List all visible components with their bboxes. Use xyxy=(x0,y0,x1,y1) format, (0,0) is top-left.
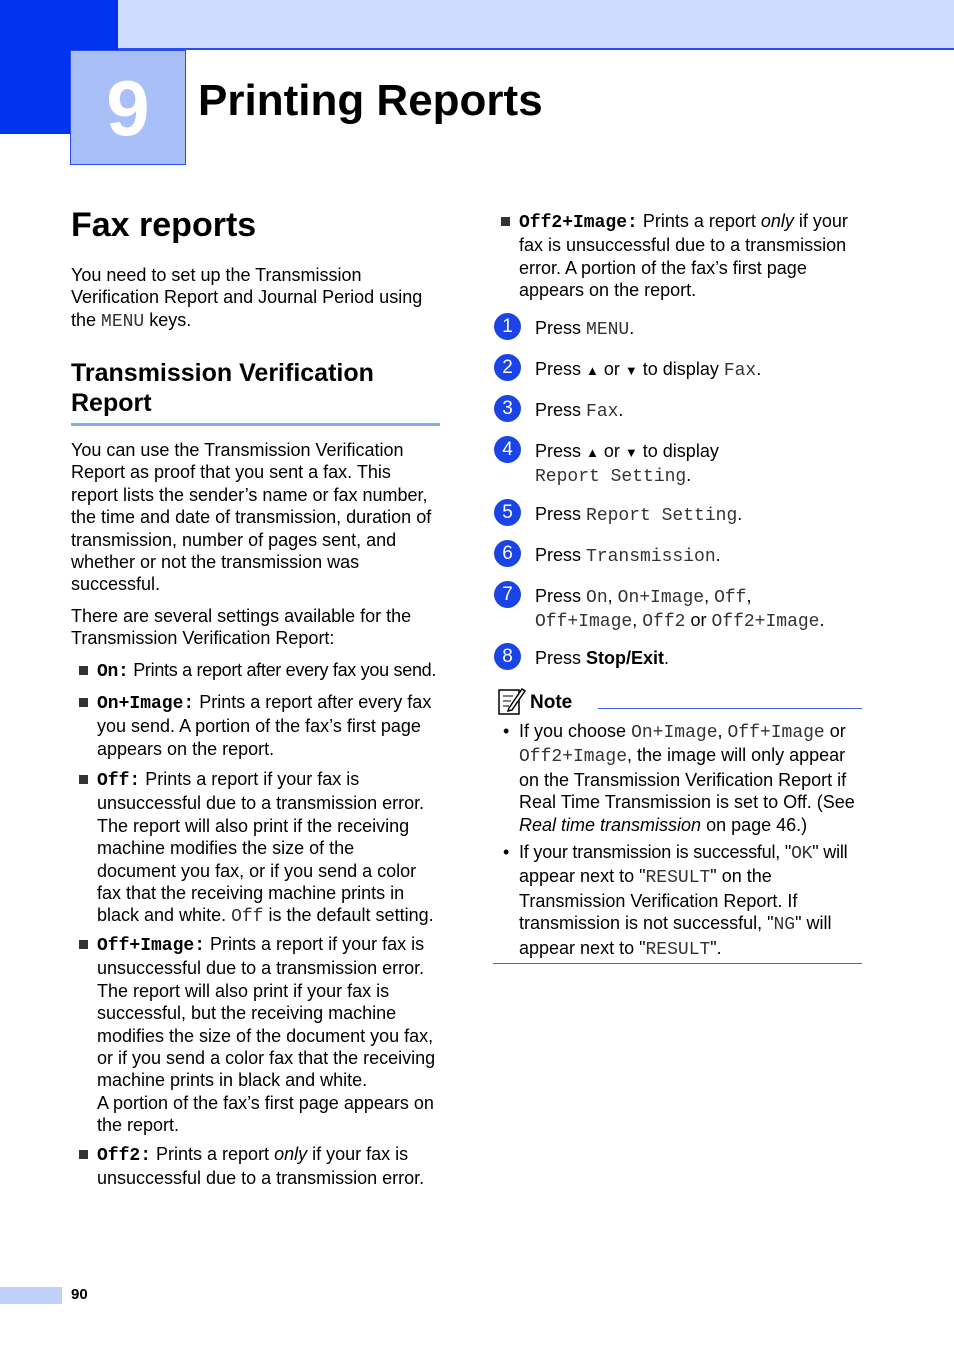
step-number-icon: 6 xyxy=(494,540,521,567)
bullet-square-icon xyxy=(501,217,510,226)
option-off2: Off2: Prints a report only if your fax is unsuccessful due to a transmission error. xyxy=(97,1143,442,1190)
header-band xyxy=(118,0,954,50)
bullet-square-icon xyxy=(79,698,88,707)
bullet-square-icon xyxy=(79,666,88,675)
note-item-1: • If you choose On+Image, Off+Image or Off2+Image, the image will only appear on the Transmission Verification Report if Real Time Transmission is set to Off. (See Real time transmission on page 46.) xyxy=(503,721,855,835)
note-label: Note xyxy=(530,692,573,713)
option-on-image: On+Image: Prints a report after every fax you send. A portion of the fax’s first page appears on the report. xyxy=(97,691,442,760)
description-paragraph: You can use the Transmission Verification Report as proof that you sent a fax. This report lists the sender’s name or fax number, the time and date of transmission, duration of transmission, number of pages sent, and whether or not the transmission was successful. xyxy=(71,440,432,595)
up-arrow-icon: ▲ xyxy=(586,363,599,378)
bullet-dot-icon: • xyxy=(503,842,510,862)
step-number-icon: 4 xyxy=(494,436,521,463)
intro-line: the MENU keys. xyxy=(71,309,192,332)
chapter-number: 9 xyxy=(106,64,150,152)
chapter-title: Printing Reports xyxy=(198,76,543,125)
option-on: On: Prints a report after every fax you send. xyxy=(97,659,447,683)
note-item-2: • If your transmission is successful, "OK" will appear next to "RESULT" on the Transmission Verification Report. If transmission is not successful, "NG" will appear next to "RESULT". xyxy=(503,842,848,960)
bullet-dot-icon: • xyxy=(503,721,510,741)
subsection-heading: Transmission Verification Report xyxy=(71,359,374,417)
note-rule-bottom xyxy=(493,963,862,964)
note-pencil-icon xyxy=(497,686,527,716)
intro-line: You need to set up the Transmission xyxy=(71,265,362,285)
step-number-icon: 3 xyxy=(494,395,521,422)
settings-intro: There are several settings available for the Transmission Verification Report: xyxy=(71,606,412,649)
page-number: 90 xyxy=(71,1286,88,1303)
step-number-icon: 7 xyxy=(494,581,521,608)
intro-paragraph xyxy=(71,264,441,333)
step-number-icon: 8 xyxy=(494,643,521,670)
bullet-square-icon xyxy=(79,940,88,949)
note-rule-top xyxy=(598,708,862,709)
step-number-icon: 1 xyxy=(494,313,521,340)
bullet-square-icon xyxy=(79,1150,88,1159)
option-off-image: Off+Image: Prints a report if your fax is unsuccessful due to a transmission error. The report will also print if your fax is successful, but the receiving machine modifies the size of the document you fax, or if you send a color fax that the receiving machine prints in black and white. A portion of the fax’s first page appears on the report. xyxy=(97,933,442,1137)
heading-rule xyxy=(71,423,440,426)
down-arrow-icon: ▼ xyxy=(624,363,638,378)
up-arrow-icon: ▲ xyxy=(586,445,599,460)
down-arrow-icon: ▼ xyxy=(624,445,638,460)
section-heading: Fax reports xyxy=(71,206,257,244)
step-number-icon: 5 xyxy=(494,499,521,526)
intro-line: Verification Report and Journal Period using xyxy=(71,287,423,308)
bullet-square-icon xyxy=(79,775,88,784)
option-off2-image: Off2+Image: Prints a report only if your fax is unsuccessful due to a transmission error. A portion of the fax’s first page appears on the report. xyxy=(519,210,864,302)
footer-bar xyxy=(0,1287,62,1304)
option-off: Off: Prints a report if your fax is unsuccessful due to a transmission error. The report will also print if the receiving machine modifies the size of the document you fax, or if you send a color fax that the receiving machine prints in black and white. Off is the default setting. xyxy=(97,768,442,929)
step-number-icon: 2 xyxy=(494,354,521,381)
